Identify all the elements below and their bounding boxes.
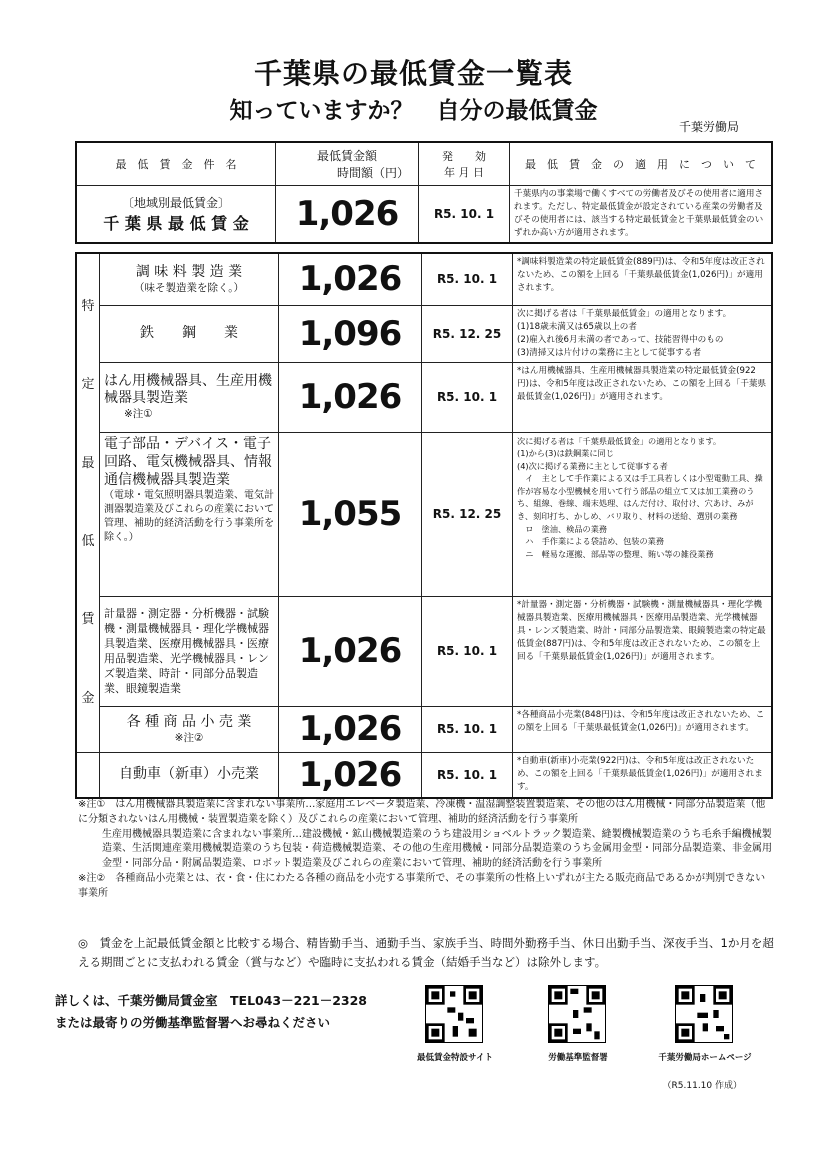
footnote2-label: ※注② bbox=[78, 872, 106, 884]
industry-note: *調味料製造業の特定最低賃金(889円)は、令和5年度は改正されないため、この額を上回る「千葉県最低賃金(1,026円)」が適用されます。 bbox=[513, 253, 773, 305]
industry-amount: 1,055 bbox=[279, 432, 422, 596]
industry-date: R5. 10. 1 bbox=[422, 596, 513, 706]
contact-line1: 詳しくは、千葉労働局賃金室 TEL043－221－2328 bbox=[55, 993, 368, 1008]
side-char: 金 bbox=[81, 690, 95, 706]
industry-name: 鉄 鋼 業 bbox=[140, 325, 238, 341]
industry-sub: （電球・電気照明器具製造業、電気計測器製造業及びこれらの産業において管理、補助的経済活動を行う事業所を除く。） bbox=[104, 489, 274, 543]
qr-label: 千葉労働局ホームページ bbox=[658, 1053, 752, 1063]
industry-date: R5. 10. 1 bbox=[422, 362, 513, 432]
header-amount-b: 時間額（円） bbox=[336, 166, 409, 180]
industry-note: 次に掲げる者は「千葉県最低賃金」の適用となります。 (1)18歳未満又は65歳以上の者 (2)雇入れ後6月未満の者であって、技能習得中のもの (3)清掃又は片付けの業務に主として従事する者 bbox=[513, 305, 773, 362]
industry-cell bbox=[100, 706, 279, 752]
page-title: 千葉県の最低賃金一覧表 bbox=[253, 57, 573, 90]
industry-note: *自動車(新車)小売業(922円)は、令和5年度は改正されないため、この額を上回る「千葉県最低賃金(1,026円)」が適用されます。 bbox=[513, 752, 773, 798]
industry-name: 電子部品・デバイス・電子回路、電気機械器具、情報通信機械器具製造業 bbox=[104, 435, 272, 488]
regional-label1: 〔地域別最低賃金〕 bbox=[121, 196, 230, 210]
industry-amount: 1,026 bbox=[279, 752, 422, 798]
industry-date: R5. 10. 1 bbox=[422, 752, 513, 798]
footnote1-b: 生産用機械器具製造業に含まれない事業所…建設機械・鉱山機械製造業のうち建設用ショベルトラック製造業、縫製機械製造業のうち毛糸手編機械製造業、生活関連産業用機械製造業のうち包装・荷造機械製造業、その他の生産用機械・同部分品製造業のうち金属用金型・同部分品製造業、非金属用金型・同部分品・附属品製造業、ロボット製造業及びこれらの産業において管理、補助的経済活動を行う事業所 bbox=[102, 828, 772, 870]
industry-amount: 1,096 bbox=[279, 305, 422, 362]
industry-sub: ※注① bbox=[124, 408, 153, 420]
qr-label: 労働基準監督署 bbox=[548, 1053, 608, 1063]
contact-line2: または最寄りの労働基準監督署へお尋ねください bbox=[55, 1015, 331, 1030]
qr-block-1[interactable] bbox=[395, 985, 515, 1063]
industry-sub: （味そ製造業を除く。） bbox=[133, 281, 245, 294]
industry-name: 自動車（新車）小売業 bbox=[119, 766, 259, 783]
industry-cell bbox=[100, 253, 279, 305]
side-blank bbox=[76, 752, 100, 798]
industry-note: *計量器・測定器・分析機器・試験機・測量機械器具・理化学機械器具製造業、医療用機械器具・医療用品製造業、光学機械器具・レンズ製造業、時計・同部分品製造業、眼鏡製造業の特定最低賃金(887円)は、令和5年度は改正されないため、この額を上回る「千葉県最低賃金(1,026円)」が適用されます。 bbox=[513, 596, 773, 706]
industry-cell bbox=[100, 432, 279, 596]
side-char: 低 bbox=[81, 533, 95, 549]
industry-amount: 1,026 bbox=[279, 253, 422, 305]
qr-code-icon[interactable] bbox=[548, 985, 606, 1043]
header-date-b: 年 月 日 bbox=[444, 166, 484, 179]
industry-sub: 計量器・測定器・分析機器・試験機・測量機械器具・理化学機械器具製造業、医療用機械器具・医療用品製造業、光学機械器具・レンズ製造業、時計・同部分品製造業、眼鏡製造業 bbox=[104, 607, 269, 695]
industry-name: はん用機械器具、生産用機械器具製造業 bbox=[104, 373, 272, 406]
regional-amount: 1,026 bbox=[276, 186, 419, 244]
industry-note: *はん用機械器具、生産用機械器具製造業の特定最低賃金(922円)は、令和5年度は改正されないため、この額を上回る「千葉県最低賃金(1,026円)」が適用されます。 bbox=[513, 362, 773, 432]
bureau-name: 千葉労働局 bbox=[678, 120, 739, 134]
qr-block-3[interactable] bbox=[645, 985, 765, 1063]
qr-block-2[interactable] bbox=[518, 985, 638, 1063]
qr-code-icon[interactable] bbox=[425, 985, 483, 1043]
industry-date: R5. 12. 25 bbox=[422, 432, 513, 596]
industry-amount: 1,026 bbox=[279, 706, 422, 752]
industry-amount: 1,026 bbox=[279, 362, 422, 432]
regional-note: 千葉県内の事業場で働くすべての労働者及びその使用者に適用されます。ただし、特定最低賃金が設定されている産業の労働者及びその使用者には、該当する特定最低賃金と千葉県最低賃金のいずれか高い方が適用されます。 bbox=[510, 186, 773, 244]
industry-name: 各 種 商 品 小 売 業 bbox=[126, 713, 252, 730]
industry-amount: 1,026 bbox=[279, 596, 422, 706]
regional-label2: 千 葉 県 最 低 賃 金 bbox=[103, 214, 249, 233]
industry-date: R5. 10. 1 bbox=[422, 706, 513, 752]
header-date bbox=[419, 142, 510, 186]
specific-wage-table bbox=[75, 252, 773, 799]
industry-date: R5. 10. 1 bbox=[422, 253, 513, 305]
industry-note: 次に掲げる者は「千葉県最低賃金」の適用となります。 (1)から(3)は鉄鋼業に同じ (4)次に掲げる業務に主として従事する者 イ 主として手作業による又は手工具若しくは小型電動工具、操作が容易な小型機械を用いて行う部品の組立て又は加工業務のうち、組線、巻線、端末処理、はんだ付け、取付け、穴あけ、みがき、刻印打ち、かしめ、バリ取り、材料の送給、選別の業務 ロ 塗油、検品の業務 ハ 手作業による袋詰め、包装の業務 ニ 軽易な運搬、部品等の整理、賄い等の雑役業務 bbox=[513, 432, 773, 596]
side-char: 定 bbox=[81, 377, 95, 393]
side-char: 賃 bbox=[81, 612, 95, 628]
header-date-a: 発 効 bbox=[442, 150, 486, 163]
creation-date: （R5.11.10 作成） bbox=[662, 1081, 742, 1091]
footnote2: 各種商品小売業とは、衣・食・住にわたる各種の商品を小売する事業所で、その事業所の性格上いずれが主たる販売商品であるかが判別できない事業所 bbox=[78, 872, 766, 899]
page-subtitle: 知っていますか？ 自分の最低賃金 bbox=[229, 98, 598, 124]
header-name: 最 低 賃 金 件 名 bbox=[76, 142, 276, 186]
industry-name: 調 味 料 製 造 業 bbox=[135, 263, 243, 280]
regional-name bbox=[76, 186, 276, 244]
regional-wage-table bbox=[75, 141, 773, 244]
industry-cell bbox=[100, 596, 279, 706]
regional-date: R5. 10. 1 bbox=[419, 186, 510, 244]
side-char: 最 bbox=[81, 455, 95, 471]
footnote1-label: ※注① bbox=[78, 799, 106, 810]
header-amount bbox=[276, 142, 419, 186]
qr-label: 最低賃金特設サイト bbox=[417, 1053, 493, 1063]
industry-cell bbox=[100, 305, 279, 362]
industry-cell bbox=[100, 752, 279, 798]
industry-cell bbox=[100, 362, 279, 432]
footnotes bbox=[78, 798, 774, 902]
header-amount-a: 最低賃金額 bbox=[316, 149, 377, 163]
industry-sub: ※注② bbox=[174, 731, 204, 744]
side-label bbox=[76, 253, 100, 752]
exclusion-note: ◎ 賃金を上記最低賃金額と比較する場合、精皆勤手当、通勤手当、家族手当、時間外勤務手当、休日出勤手当、深夜手当、1か月を超える期間ごとに支払われる賃金（賞与など）や臨時に支払われる賃金（結婚手当など）は除外します。 bbox=[78, 936, 774, 969]
qr-code-icon[interactable] bbox=[675, 985, 733, 1043]
contact-block bbox=[55, 990, 367, 1034]
industry-date: R5. 12. 25 bbox=[422, 305, 513, 362]
header-note: 最 低 賃 金 の 適 用 に つ い て bbox=[510, 142, 773, 186]
side-char: 特 bbox=[81, 298, 95, 314]
footnote1-a: はん用機械器具製造業に含まれない事業所…家庭用エレベータ製造業、冷凍機・温湿調整装置製造業、その他のはん用機械・同部分品製造業（他に分類されないはん用機械・装置製造業を除く）及びこれらの産業において管理、補助的経済活動を行う事業所 bbox=[78, 799, 766, 825]
industry-note: *各種商品小売業(848円)は、令和5年度は改正されないため、この額を上回る「千葉県最低賃金(1,026円)」が適用されます。 bbox=[513, 706, 773, 752]
